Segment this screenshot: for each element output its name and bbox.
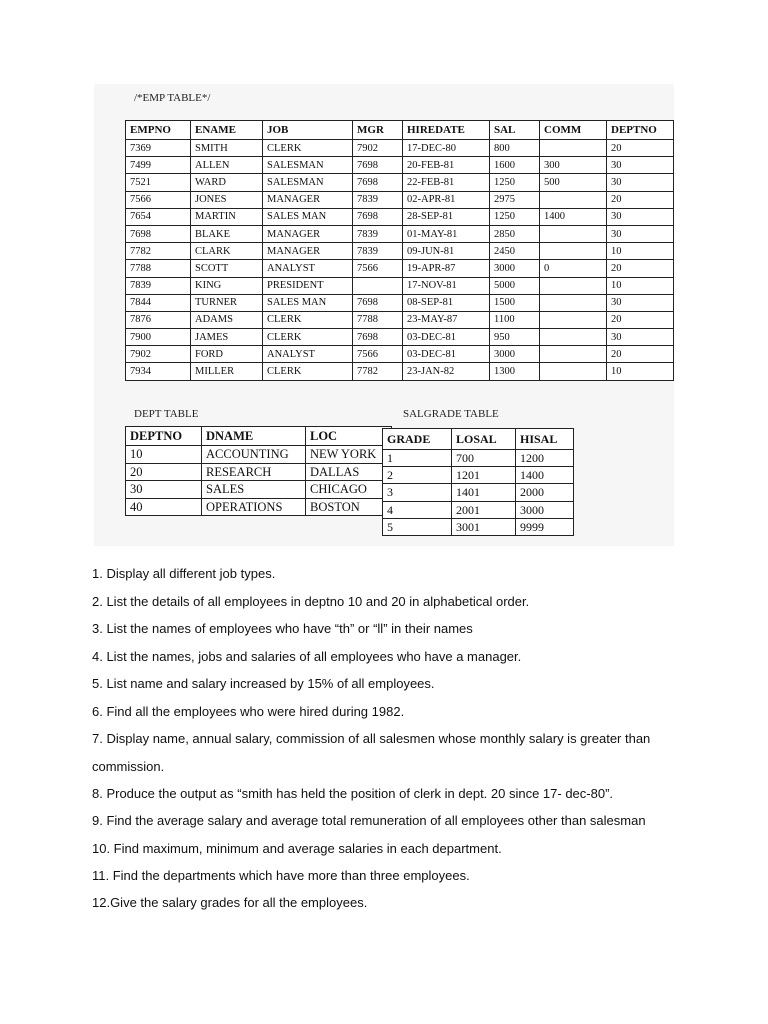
emp-table-cell	[540, 311, 607, 328]
emp-table-cell: 7876	[126, 311, 191, 328]
salgrade-table-cell: 9999	[516, 518, 574, 535]
emp-table-cell: MARTIN	[191, 208, 263, 225]
emp-table-cell	[540, 363, 607, 380]
emp-table-cell: 7782	[353, 363, 403, 380]
emp-table-cell: CLERK	[263, 363, 353, 380]
emp-table-header-cell: JOB	[263, 121, 353, 140]
emp-table-cell: 300	[540, 157, 607, 174]
emp-table-cell: JAMES	[191, 329, 263, 346]
emp-table-row	[126, 191, 674, 208]
emp-table-cell: 7698	[126, 225, 191, 242]
emp-table-cell: SCOTT	[191, 260, 263, 277]
schema-tables-image	[94, 84, 674, 546]
salgrade-table-cell: 1201	[452, 467, 516, 484]
emp-table	[125, 120, 674, 381]
emp-table-cell: 30	[607, 329, 674, 346]
emp-table-cell: 7839	[353, 243, 403, 260]
emp-table-cell: 7934	[126, 363, 191, 380]
question-10: 10. Find maximum, minimum and average salaries in each department.	[92, 841, 502, 856]
emp-table-cell: SALESMAN	[263, 174, 353, 191]
question-4: 4. List the names, jobs and salaries of all employees who have a manager.	[92, 649, 522, 664]
dept-table-cell: 40	[126, 498, 202, 516]
emp-table-cell: 7839	[353, 225, 403, 242]
emp-table-cell: 10	[607, 363, 674, 380]
emp-table-cell: 7902	[126, 346, 191, 363]
emp-table-cell: 7698	[353, 329, 403, 346]
emp-table-cell: ANALYST	[263, 260, 353, 277]
emp-table-row	[126, 174, 674, 191]
emp-table-cell: 1400	[540, 208, 607, 225]
emp-table-cell: 2975	[490, 191, 540, 208]
emp-table-cell: 1500	[490, 294, 540, 311]
emp-table-cell: 28-SEP-81	[403, 208, 490, 225]
emp-table-cell: 19-APR-87	[403, 260, 490, 277]
salgrade-table-header-cell: HISAL	[516, 429, 574, 450]
emp-table-cell: 01-MAY-81	[403, 225, 490, 242]
emp-table-cell	[540, 140, 607, 157]
dept-table-header-cell: DEPTNO	[126, 427, 202, 446]
emp-table-cell: 17-DEC-80	[403, 140, 490, 157]
emp-table-cell: 30	[607, 225, 674, 242]
emp-table-caption: /*EMP TABLE*/	[134, 92, 211, 104]
question-7: 7. Display name, annual salary, commission of all salesmen whose monthly salary is greater than	[92, 731, 651, 746]
dept-table-row	[126, 463, 392, 481]
emp-table-header-cell: DEPTNO	[607, 121, 674, 140]
salgrade-table-caption: SALGRADE TABLE	[403, 408, 499, 420]
emp-table-cell	[540, 329, 607, 346]
emp-table-cell: CLARK	[191, 243, 263, 260]
emp-table-cell: 800	[490, 140, 540, 157]
emp-table-row	[126, 260, 674, 277]
emp-table-cell: JONES	[191, 191, 263, 208]
emp-table-row	[126, 346, 674, 363]
emp-table-cell: 23-MAY-87	[403, 311, 490, 328]
dept-table-cell: NEW YORK	[306, 446, 392, 464]
emp-table-cell: BLAKE	[191, 225, 263, 242]
salgrade-table-cell: 1401	[452, 484, 516, 501]
emp-table-cell: 2850	[490, 225, 540, 242]
emp-table-cell: 1250	[490, 208, 540, 225]
emp-table-cell: 500	[540, 174, 607, 191]
emp-table-cell: 20	[607, 140, 674, 157]
emp-table-cell: 20	[607, 260, 674, 277]
emp-table-cell: 7499	[126, 157, 191, 174]
dept-table-cell: RESEARCH	[202, 463, 306, 481]
salgrade-table-row	[383, 484, 574, 501]
emp-table-cell: MANAGER	[263, 225, 353, 242]
emp-table-cell: 17-NOV-81	[403, 277, 490, 294]
emp-table-cell: 23-JAN-82	[403, 363, 490, 380]
dept-table-cell: 30	[126, 481, 202, 499]
emp-table-cell: 3000	[490, 260, 540, 277]
emp-table-cell: 20	[607, 346, 674, 363]
emp-table-cell	[353, 277, 403, 294]
dept-table-cell: ACCOUNTING	[202, 446, 306, 464]
emp-table-cell: CLERK	[263, 140, 353, 157]
emp-table-row	[126, 294, 674, 311]
emp-table-cell: 7698	[353, 208, 403, 225]
salgrade-table-cell: 2000	[516, 484, 574, 501]
emp-table-header-cell: SAL	[490, 121, 540, 140]
emp-table-cell: 7698	[353, 157, 403, 174]
emp-table-cell	[540, 225, 607, 242]
dept-table-cell: DALLAS	[306, 463, 392, 481]
salgrade-table-cell: 4	[383, 501, 452, 518]
emp-table-cell: SALES MAN	[263, 208, 353, 225]
dept-table-cell: 10	[126, 446, 202, 464]
emp-table-header-cell: EMPNO	[126, 121, 191, 140]
emp-table-row	[126, 140, 674, 157]
salgrade-table-cell: 3	[383, 484, 452, 501]
dept-table-header-cell: DNAME	[202, 427, 306, 446]
question-1: 1. Display all different job types.	[92, 566, 276, 581]
emp-table-cell: CLERK	[263, 311, 353, 328]
emp-table-cell: 0	[540, 260, 607, 277]
dept-table-row	[126, 481, 392, 499]
salgrade-table	[382, 428, 574, 536]
emp-table-cell: 30	[607, 208, 674, 225]
emp-table-row	[126, 225, 674, 242]
question-7-continued: commission.	[92, 759, 165, 774]
emp-table-cell	[540, 294, 607, 311]
emp-table-cell: 7369	[126, 140, 191, 157]
emp-table-row	[126, 311, 674, 328]
emp-table-cell: 7788	[353, 311, 403, 328]
emp-table-header-row	[126, 121, 674, 140]
emp-table-cell: 7566	[126, 191, 191, 208]
salgrade-table-body	[383, 450, 574, 536]
salgrade-table-header-row	[383, 429, 574, 450]
emp-table-cell: 7902	[353, 140, 403, 157]
emp-table-cell	[540, 346, 607, 363]
emp-table-cell: MANAGER	[263, 191, 353, 208]
emp-table-row	[126, 243, 674, 260]
question-11: 11. Find the departments which have more than three employees.	[92, 868, 470, 883]
dept-table-cell: 20	[126, 463, 202, 481]
emp-table-cell: 7839	[353, 191, 403, 208]
emp-table-cell: ADAMS	[191, 311, 263, 328]
emp-table-cell: FORD	[191, 346, 263, 363]
emp-table-cell: 5000	[490, 277, 540, 294]
salgrade-table-cell: 2	[383, 467, 452, 484]
emp-table-cell: 7844	[126, 294, 191, 311]
emp-table-row	[126, 329, 674, 346]
emp-table-cell: 7698	[353, 294, 403, 311]
emp-table-row	[126, 363, 674, 380]
emp-table-cell: KING	[191, 277, 263, 294]
dept-table-header-cell: LOC	[306, 427, 392, 446]
salgrade-table-row	[383, 501, 574, 518]
emp-table-cell: 7566	[353, 260, 403, 277]
emp-table-cell: 7521	[126, 174, 191, 191]
emp-table-cell: ANALYST	[263, 346, 353, 363]
dept-table-cell: BOSTON	[306, 498, 392, 516]
emp-table-cell: MANAGER	[263, 243, 353, 260]
emp-table-cell: 7654	[126, 208, 191, 225]
emp-table-cell: 03-DEC-81	[403, 346, 490, 363]
question-3: 3. List the names of employees who have “th” or “ll” in their names	[92, 621, 473, 636]
emp-table-cell: 7566	[353, 346, 403, 363]
salgrade-table-header-cell: LOSAL	[452, 429, 516, 450]
salgrade-table-row	[383, 450, 574, 467]
dept-table-row	[126, 498, 392, 516]
emp-table-cell: 7782	[126, 243, 191, 260]
salgrade-table-cell: 3000	[516, 501, 574, 518]
question-6: 6. Find all the employees who were hired during 1982.	[92, 704, 405, 719]
dept-table-row	[126, 446, 392, 464]
emp-table-cell: 09-JUN-81	[403, 243, 490, 260]
emp-table-cell: 1100	[490, 311, 540, 328]
emp-table-cell: 7788	[126, 260, 191, 277]
emp-table-cell: 20-FEB-81	[403, 157, 490, 174]
emp-table-cell: TURNER	[191, 294, 263, 311]
salgrade-table-cell: 2001	[452, 501, 516, 518]
emp-table-header-cell: MGR	[353, 121, 403, 140]
question-5: 5. List name and salary increased by 15% of all employees.	[92, 676, 435, 691]
emp-table-cell: ALLEN	[191, 157, 263, 174]
emp-table-cell: 950	[490, 329, 540, 346]
question-9: 9. Find the average salary and average total remuneration of all employees other than salesman	[92, 813, 646, 828]
emp-table-cell: 03-DEC-81	[403, 329, 490, 346]
emp-table-cell: 7698	[353, 174, 403, 191]
emp-table-row	[126, 157, 674, 174]
dept-table-body	[126, 446, 392, 516]
emp-table-cell: 1250	[490, 174, 540, 191]
salgrade-table-cell: 1200	[516, 450, 574, 467]
dept-table-header-row	[126, 427, 392, 446]
emp-table-cell: 08-SEP-81	[403, 294, 490, 311]
emp-table-cell: 2450	[490, 243, 540, 260]
emp-table-cell: 20	[607, 311, 674, 328]
question-8: 8. Produce the output as “smith has held the position of clerk in dept. 20 since 17- dec-80”.	[92, 786, 614, 801]
emp-table-cell	[540, 191, 607, 208]
emp-table-cell: 20	[607, 191, 674, 208]
emp-table-cell: 1300	[490, 363, 540, 380]
question-2: 2. List the details of all employees in deptno 10 and 20 in alphabetical order.	[92, 594, 530, 609]
salgrade-table-cell: 1400	[516, 467, 574, 484]
emp-table-cell: 30	[607, 157, 674, 174]
emp-table-header-cell: HIREDATE	[403, 121, 490, 140]
emp-table-header-cell: COMM	[540, 121, 607, 140]
emp-table-cell: CLERK	[263, 329, 353, 346]
emp-table-cell	[540, 243, 607, 260]
emp-table-row	[126, 277, 674, 294]
dept-table-cell: SALES	[202, 481, 306, 499]
dept-table-cell: CHICAGO	[306, 481, 392, 499]
emp-table-cell: 3000	[490, 346, 540, 363]
salgrade-table-cell: 1	[383, 450, 452, 467]
dept-table-cell: OPERATIONS	[202, 498, 306, 516]
emp-table-cell: SALESMAN	[263, 157, 353, 174]
salgrade-table-row	[383, 518, 574, 535]
emp-table-cell: 1600	[490, 157, 540, 174]
emp-table-cell: SALES MAN	[263, 294, 353, 311]
emp-table-cell: 10	[607, 277, 674, 294]
emp-table-header-cell: ENAME	[191, 121, 263, 140]
emp-table-cell: 7839	[126, 277, 191, 294]
emp-table-cell: PRESIDENT	[263, 277, 353, 294]
emp-table-cell: 7900	[126, 329, 191, 346]
salgrade-table-header-cell: GRADE	[383, 429, 452, 450]
emp-table-body	[126, 140, 674, 381]
emp-table-cell: 30	[607, 294, 674, 311]
emp-table-cell: SMITH	[191, 140, 263, 157]
emp-table-cell: 22-FEB-81	[403, 174, 490, 191]
emp-table-cell: 02-APR-81	[403, 191, 490, 208]
salgrade-table-row	[383, 467, 574, 484]
emp-table-cell: MILLER	[191, 363, 263, 380]
salgrade-table-cell: 3001	[452, 518, 516, 535]
emp-table-row	[126, 208, 674, 225]
emp-table-cell: 30	[607, 174, 674, 191]
emp-table-cell	[540, 277, 607, 294]
emp-table-cell: WARD	[191, 174, 263, 191]
salgrade-table-cell: 700	[452, 450, 516, 467]
emp-table-cell: 10	[607, 243, 674, 260]
dept-table-caption: DEPT TABLE	[134, 408, 199, 420]
question-12: 12.Give the salary grades for all the employees.	[92, 895, 368, 910]
salgrade-table-cell: 5	[383, 518, 452, 535]
dept-table	[125, 426, 392, 516]
